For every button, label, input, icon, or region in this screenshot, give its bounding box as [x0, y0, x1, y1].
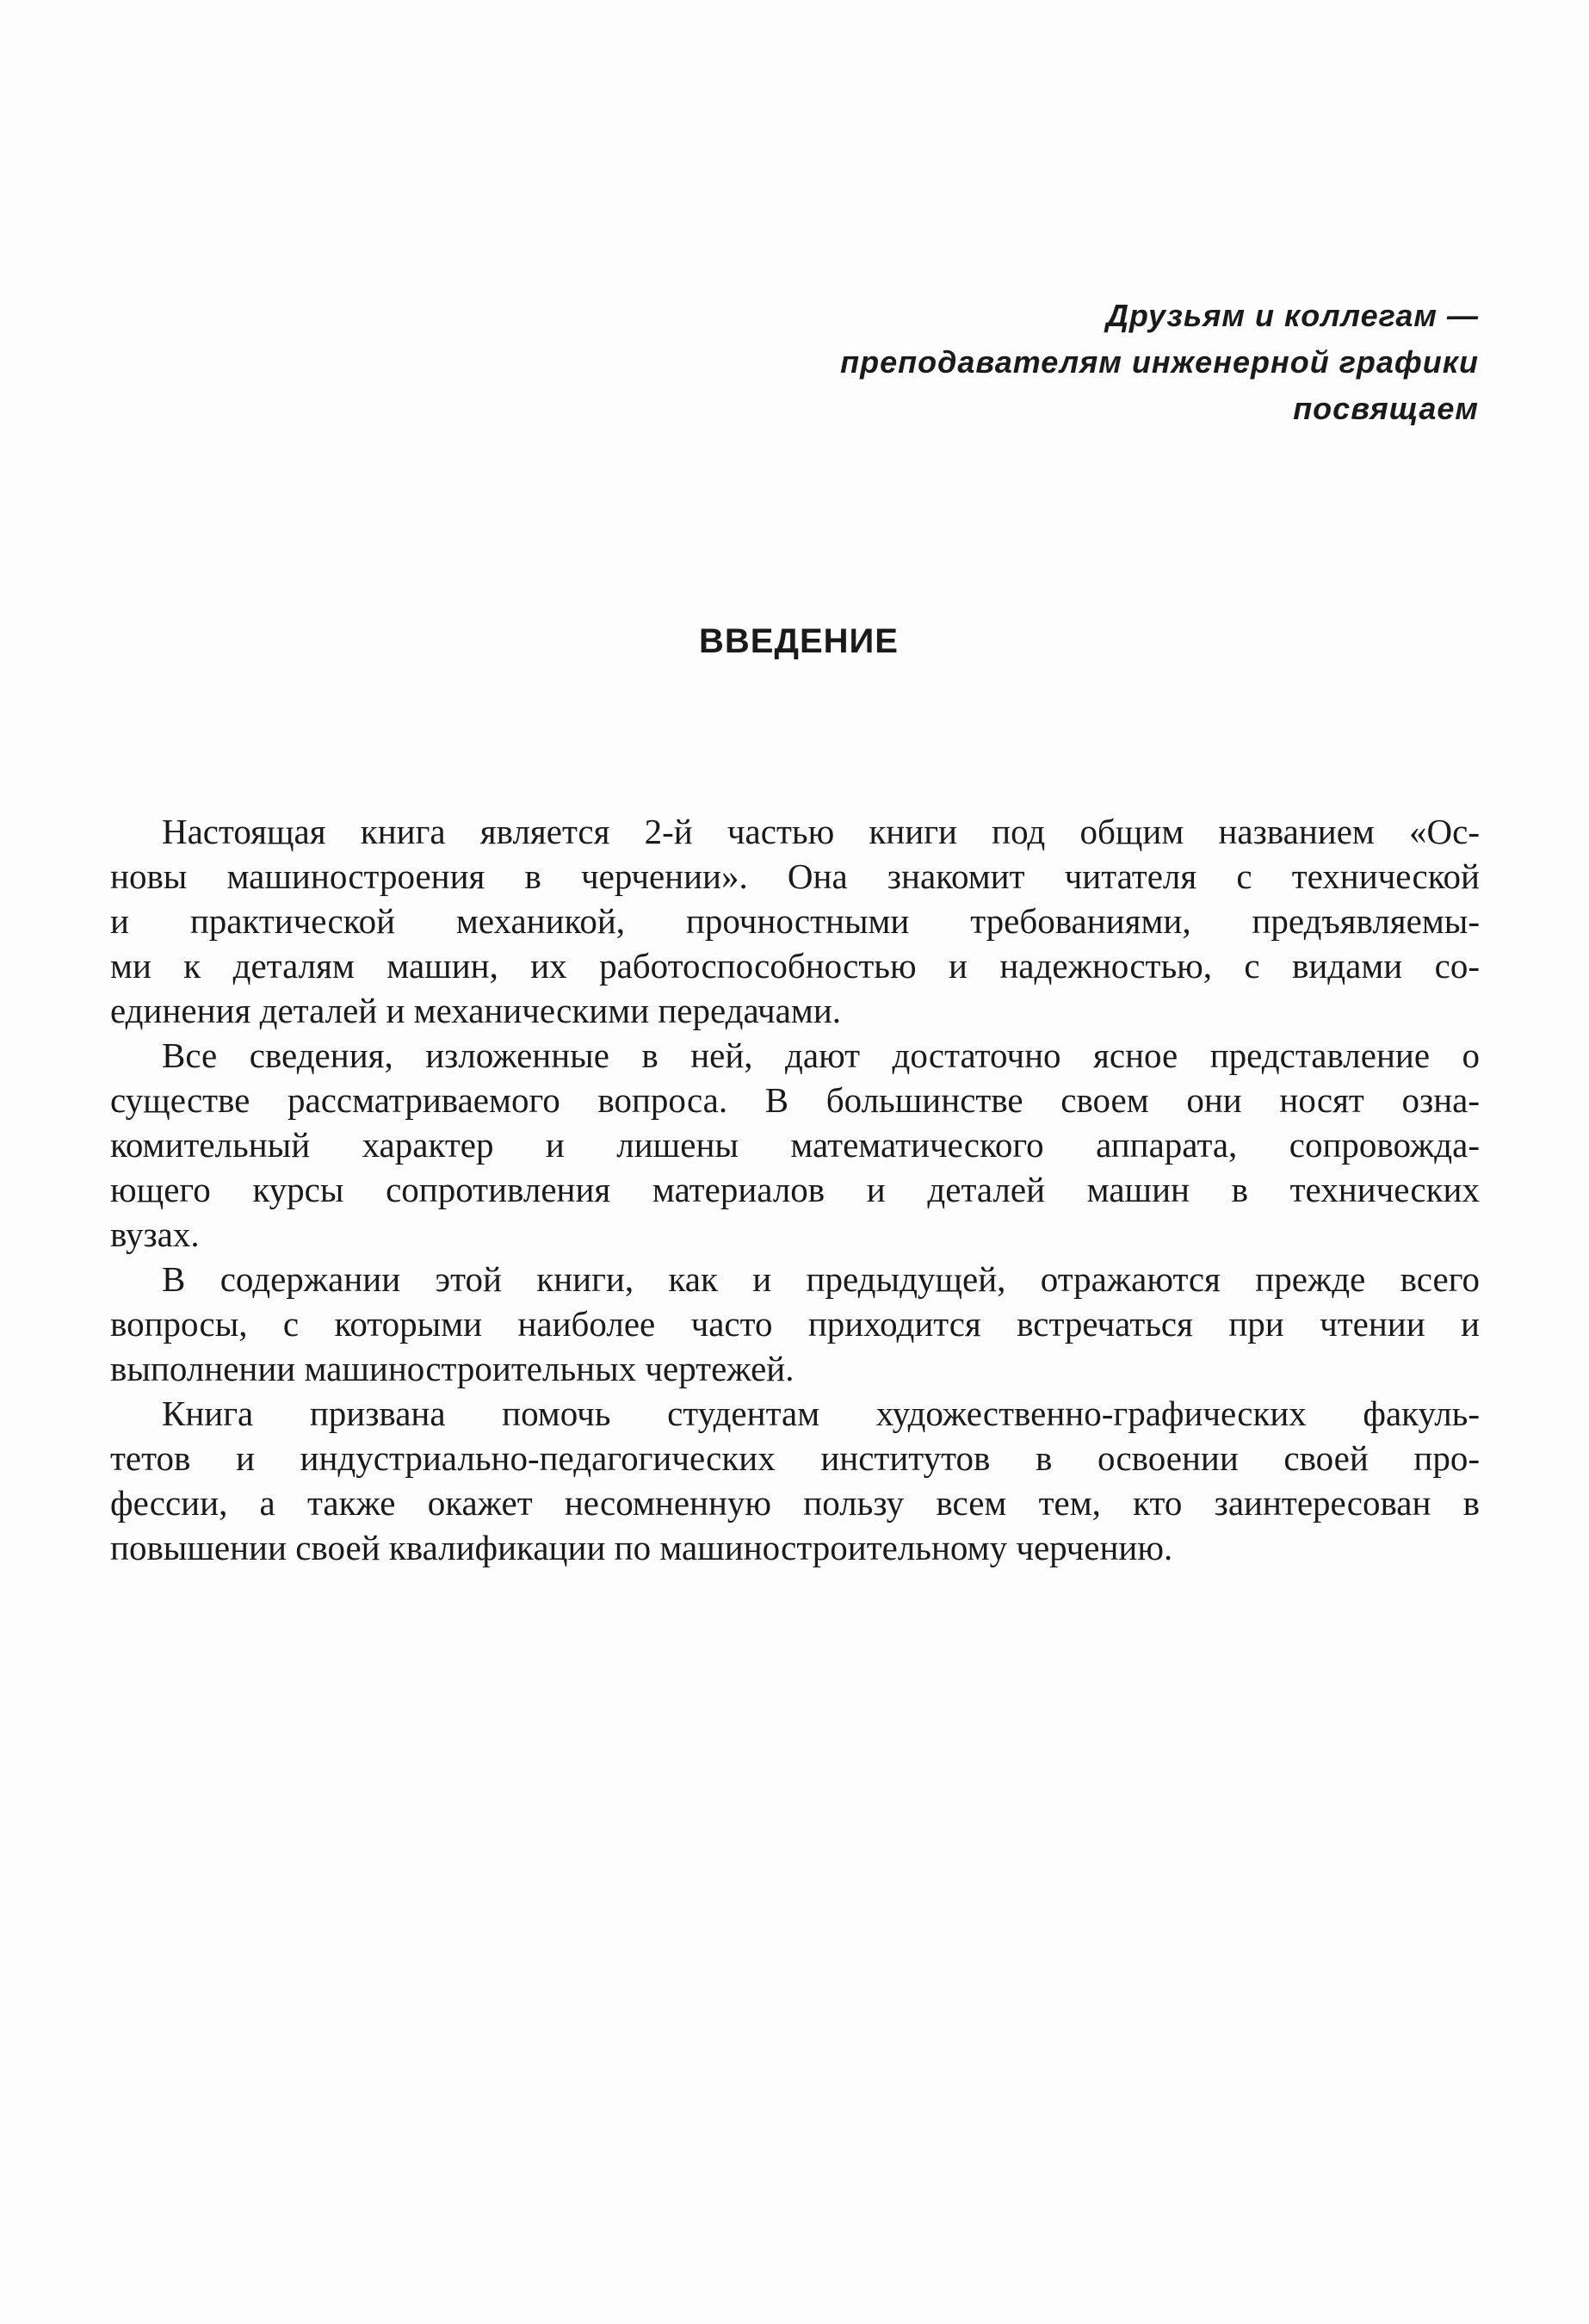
text-line: ющего курсы сопротивления материалов и деталей машин в технических [110, 1170, 1480, 1209]
text-line: ми к деталям машин, их работоспособностью и надежностью, с видами со- [110, 946, 1480, 986]
chapter-heading: ВВЕДЕНИЕ [699, 622, 899, 660]
text-line: существе рассматриваемого вопроса. В большинстве своем они носят озна- [110, 1080, 1480, 1120]
text-line: В содержании этой книги, как и предыдущей, отражаются прежде всего [162, 1259, 1480, 1299]
text-line: единения деталей и механическими передачами. [110, 991, 842, 1030]
dedication-line: преподавателям инженерной графики [840, 344, 1479, 380]
text-line: вузах. [110, 1215, 200, 1254]
dedication [532, 293, 1479, 432]
introduction-text [110, 809, 1480, 1570]
dedication-line: посвящаем [1293, 391, 1479, 426]
text-line: фессии, а также окажет несомненную пользу всем тем, кто заинтересован в [110, 1483, 1480, 1523]
text-line: Все сведения, изложенные в ней, дают достаточно ясное представление о [162, 1035, 1480, 1075]
text-line: комительный характер и лишены математического аппарата, сопровожда- [110, 1125, 1480, 1165]
text-line: новы машиностроения в черчении». Она знакомит читателя с технической [110, 856, 1480, 896]
text-line: повышении своей квалификации по машиностроительному черчению. [110, 1528, 1173, 1567]
text-line: и практической механикой, прочностными требованиями, предъявляемы- [110, 901, 1480, 941]
dedication-line: Друзьям и коллегам — [1105, 298, 1479, 333]
text-line: Книга призвана помочь студентам художественно-графических факуль- [162, 1394, 1480, 1433]
text-line: Настоящая книга является 2-й частью книги под общим названием «Ос- [162, 812, 1480, 851]
text-line: тетов и индустриально-педагогических институтов в освоении своей про- [110, 1438, 1480, 1478]
text-line: выполнении машиностроительных чертежей. [110, 1349, 794, 1388]
text-line: вопросы, с которыми наиболее часто приходится встречаться при чтении и [110, 1304, 1480, 1344]
